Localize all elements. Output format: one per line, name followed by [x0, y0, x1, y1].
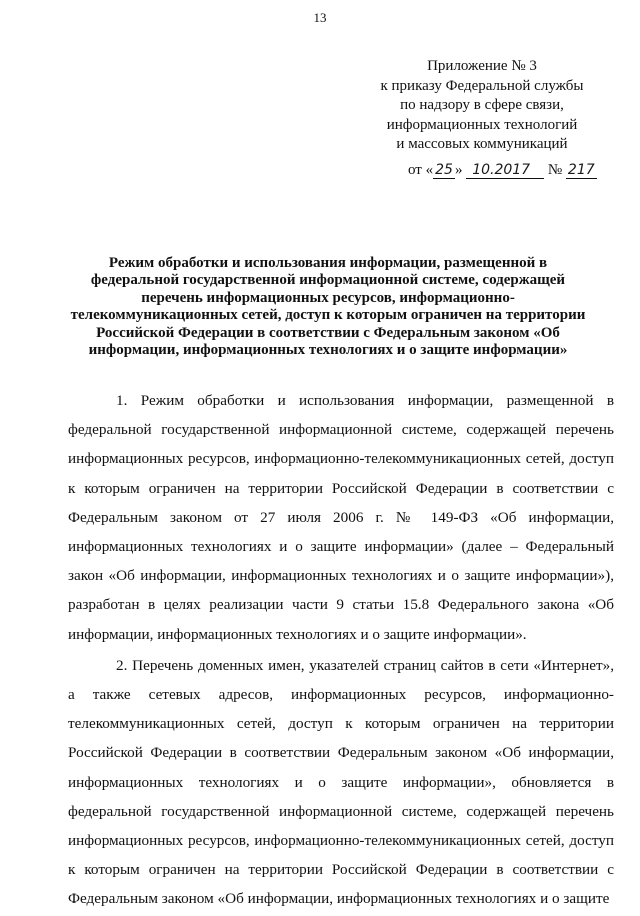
order-date-number: [408, 162, 597, 179]
document-title: Режим обработки и использования информации, размещенной в федеральной государственной информационной системе, содержащей перечень информационных ресурсов, информационно-телекоммуникационных сетей, доступ к которым ограничен на территории Российской Федерации в соответствии с Федеральным законом «Об информации, информационных технологиях и о защите информации»: [70, 255, 586, 359]
document-body: [68, 386, 614, 916]
handwritten-order-number: 217: [567, 162, 595, 178]
appendix-line: к приказу Федеральной службы: [380, 77, 584, 94]
appendix-line: и массовых коммуникаций: [396, 136, 568, 152]
handwritten-day: 25: [435, 162, 453, 178]
from-label: от «: [408, 162, 434, 178]
paragraph-2: 2. Перечень доменных имен, указателей страниц сайтов в сети «Интернет», а также сетевых адресов, информационных ресурсов, информационно-телекоммуникационных сетей, доступ к которым ограничен на территории Российской Федерации в соответствии Федеральным законом «Об информации, информационных технологиях и о защите информации», обновляется в федеральной государственной информационной системе, содержащей перечень информационных ресурсов, информационно-телекоммуникационных сетей, доступ к которым ограничен на территории Российской Федерации в соответствии с Федеральным законом «Об информации, информационных технологиях и о защите: [68, 656, 614, 908]
page-number: 13: [313, 10, 327, 25]
close-quote: »: [454, 162, 463, 178]
appendix-line: Приложение № 3: [427, 58, 537, 74]
number-label: №: [547, 162, 563, 178]
appendix-line: по надзору в сфере связи,: [400, 97, 564, 113]
appendix-line: информационных технологий: [386, 116, 578, 133]
appendix-header: [362, 57, 602, 155]
handwritten-month-year: 10.2017: [466, 162, 544, 179]
paragraph-1: 1. Режим обработки и использования информации, размещенной в федеральной государственной информационной системе, содержащей перечень информационных ресурсов, информационно-телекоммуникационных сетей, доступ к которым ограничен на территории Российской Федерации в соответствии с Федеральным законом от 27 июля 2006 г. № 149-ФЗ «Об информации, информационных технологиях и о защите информации» (далее – Федеральный закон «Об информации, информационных технологиях и о защите информации»), разработан в целях реализации части 9 статьи 15.8 Федерального закона «Об информации, информационных технологиях и о защите информации».: [68, 392, 614, 643]
